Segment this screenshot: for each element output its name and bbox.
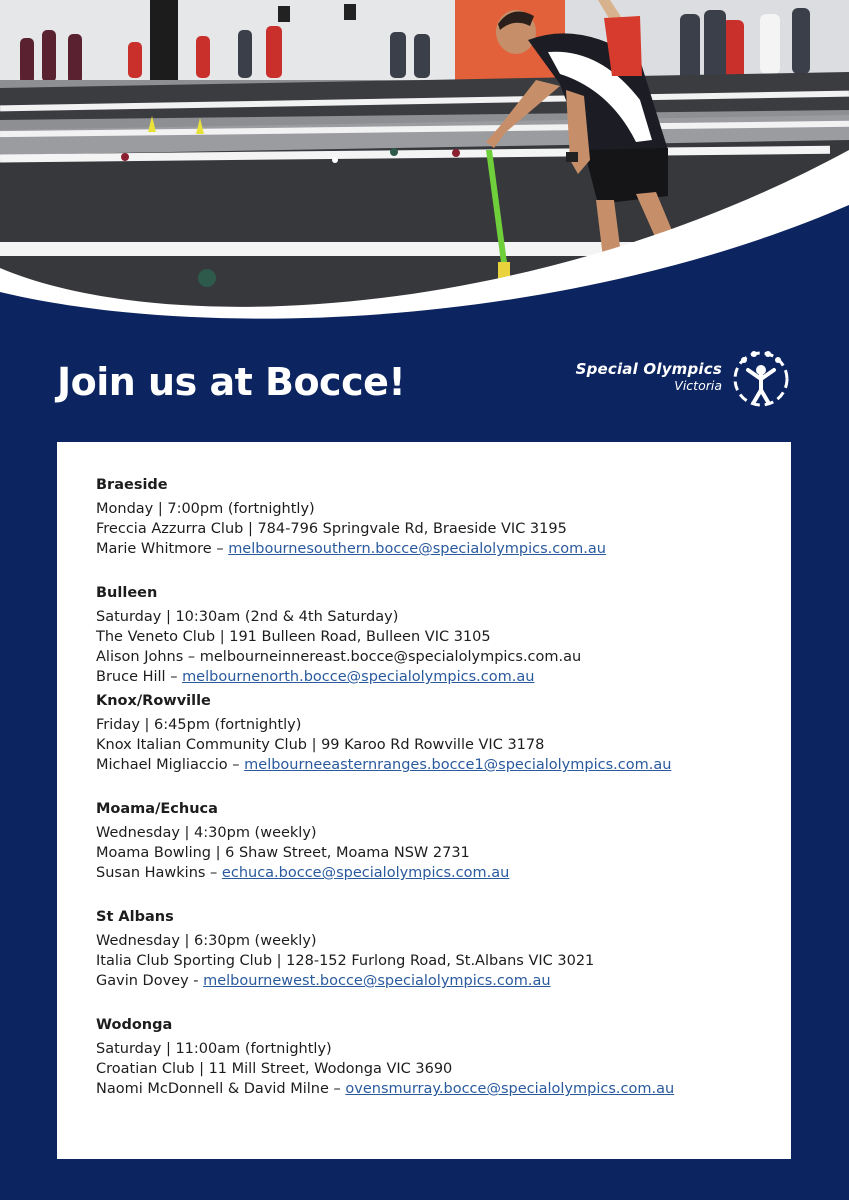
venue-name: Knox/Rowville bbox=[96, 693, 211, 709]
venue-contact bbox=[96, 863, 776, 883]
venue-item bbox=[96, 583, 776, 691]
venue-contact bbox=[96, 971, 776, 991]
venue-card bbox=[57, 442, 791, 1159]
venue-schedule: Wednesday | 6:30pm (weekly) bbox=[96, 933, 317, 949]
venue-item bbox=[96, 475, 776, 583]
logo-name: Special Olympics bbox=[575, 360, 722, 378]
venue-item bbox=[96, 1015, 776, 1123]
hero-photo bbox=[0, 0, 849, 330]
contact-person: Marie Whitmore bbox=[96, 541, 212, 557]
venue-name: St Albans bbox=[96, 909, 174, 925]
contact-email-link[interactable]: melbournenorth.bocce@specialolympics.com.au bbox=[182, 669, 535, 685]
venue-address: Italia Club Sporting Club | 128-152 Furlong Road, St.Albans VIC 3021 bbox=[96, 953, 595, 969]
special-olympics-logo bbox=[552, 348, 792, 412]
venue-schedule: Friday | 6:45pm (fortnightly) bbox=[96, 717, 302, 733]
contact-email-link: melbourneinnereast.bocce@specialolympics.com.au bbox=[199, 649, 582, 665]
venue-address: Moama Bowling | 6 Shaw Street, Moama NSW 2731 bbox=[96, 845, 470, 861]
venue-name: Braeside bbox=[96, 477, 168, 493]
venue-schedule: Wednesday | 4:30pm (weekly) bbox=[96, 825, 317, 841]
contact-separator: - bbox=[188, 973, 204, 989]
venue-item bbox=[96, 907, 776, 1015]
venue-address: The Veneto Club | 191 Bulleen Road, Bulleen VIC 3105 bbox=[96, 629, 491, 645]
venue-list bbox=[96, 475, 776, 1123]
venue-name: Moama/Echuca bbox=[96, 801, 218, 817]
contact-email-link[interactable]: melbournesouthern.bocce@specialolympics.com.au bbox=[228, 541, 606, 557]
contact-separator: – bbox=[205, 865, 222, 881]
page-title: Join us at Bocce! bbox=[57, 360, 406, 404]
venue-item bbox=[96, 799, 776, 907]
special-olympics-emblem-icon bbox=[730, 348, 792, 410]
venue-contact bbox=[96, 1079, 776, 1099]
venue-address: Freccia Azzurra Club | 784-796 Springvale Rd, Braeside VIC 3195 bbox=[96, 521, 567, 537]
logo-wordmark bbox=[576, 360, 722, 394]
venue-name: Wodonga bbox=[96, 1017, 173, 1033]
venue-contact bbox=[96, 647, 776, 667]
venue-item bbox=[96, 691, 776, 799]
venue-contact bbox=[96, 667, 776, 687]
contact-person: Michael Migliaccio bbox=[96, 757, 228, 773]
contact-separator: – bbox=[165, 669, 183, 685]
venue-contact bbox=[96, 755, 776, 775]
venue-schedule: Saturday | 11:00am (fortnightly) bbox=[96, 1041, 332, 1057]
contact-separator: – bbox=[183, 649, 200, 665]
venue-address: Knox Italian Community Club | 99 Karoo Rd Rowville VIC 3178 bbox=[96, 737, 545, 753]
contact-person: Susan Hawkins bbox=[96, 865, 206, 881]
contact-email-link[interactable]: ovensmurray.bocce@specialolympics.com.au bbox=[345, 1081, 675, 1097]
venue-schedule: Saturday | 10:30am (2nd & 4th Saturday) bbox=[96, 609, 399, 625]
contact-person: Bruce Hill bbox=[96, 669, 166, 685]
contact-email-link[interactable]: melbourneeasternranges.bocce1@specialolympics.com.au bbox=[244, 757, 672, 773]
contact-email-link[interactable]: melbournewest.bocce@specialolympics.com.au bbox=[203, 973, 551, 989]
contact-separator: – bbox=[227, 757, 245, 773]
contact-separator: – bbox=[328, 1081, 346, 1097]
contact-person: Gavin Dovey bbox=[96, 973, 189, 989]
logo-region: Victoria bbox=[674, 378, 722, 393]
venue-contact bbox=[96, 539, 776, 559]
contact-separator: – bbox=[211, 541, 229, 557]
contact-person: Naomi McDonnell & David Milne bbox=[96, 1081, 329, 1097]
contact-person: Alison Johns bbox=[96, 649, 184, 665]
contact-email-link[interactable]: echuca.bocce@specialolympics.com.au bbox=[221, 865, 510, 881]
venue-address: Croatian Club | 11 Mill Street, Wodonga VIC 3690 bbox=[96, 1061, 453, 1077]
venue-schedule: Monday | 7:00pm (fortnightly) bbox=[96, 501, 315, 517]
venue-name: Bulleen bbox=[96, 585, 158, 601]
